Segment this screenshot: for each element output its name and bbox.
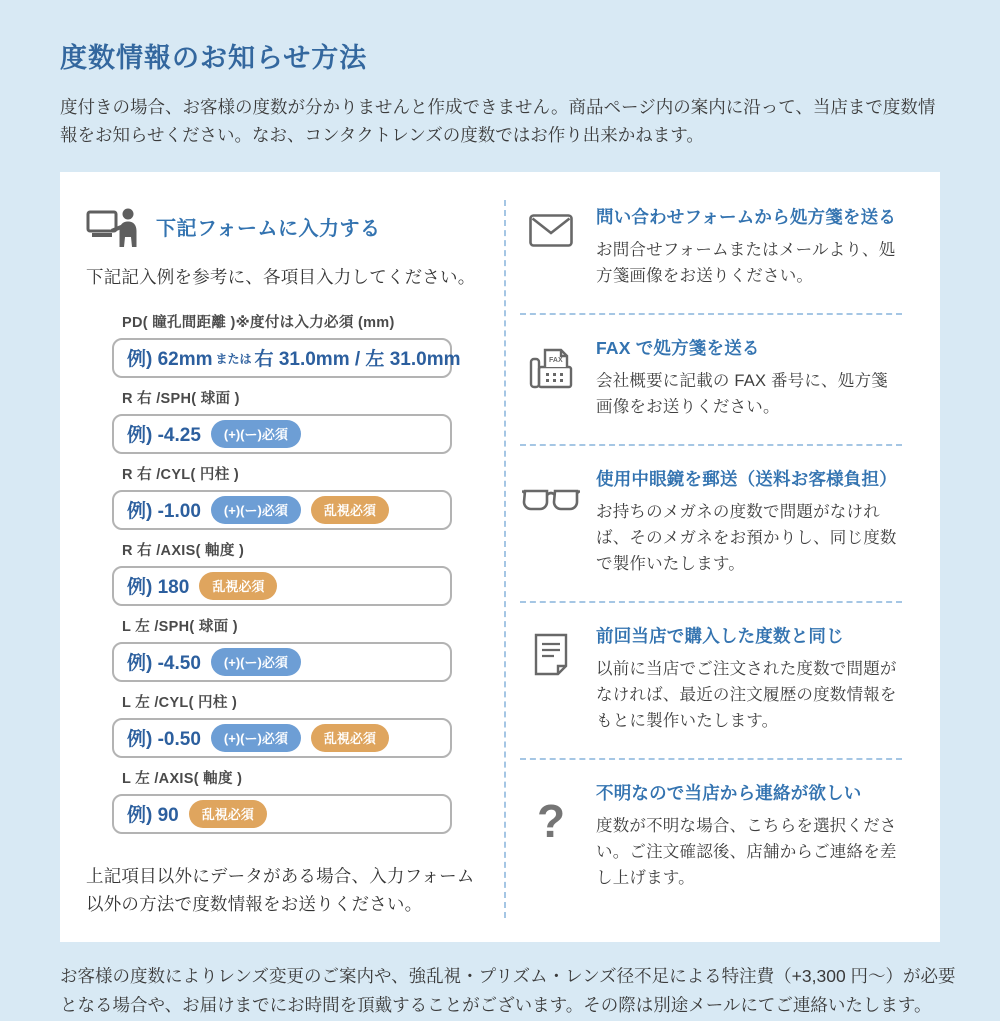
astigmatism-required-badge: 乱視必須	[311, 496, 389, 524]
form-column	[60, 200, 504, 918]
field-box-r-sph	[112, 414, 452, 454]
method-body: 会社概要に記載の FAX 番号に、処方箋画像をお送りください。	[596, 371, 888, 416]
method-title: 問い合わせフォームから処方箋を送る	[596, 206, 897, 227]
method-body: お問合せフォームまたはメールより、処方箋画像をお送りください。	[596, 240, 896, 285]
plus-minus-required-badge: (+)(ー)必須	[211, 420, 301, 448]
method-contact-form	[520, 200, 902, 315]
method-text	[596, 204, 902, 289]
field-list	[112, 311, 476, 834]
form-instruction: 下記記入例を参考に、各項目入力してください。	[86, 266, 476, 287]
field-label-l-sph: L 左 /SPH( 球面 )	[122, 618, 238, 635]
field-example: 例) -1.00	[127, 501, 201, 523]
method-unknown-contact	[520, 760, 902, 915]
form-header	[86, 206, 476, 248]
question-icon	[520, 780, 582, 891]
field-example: 例) -4.50	[127, 653, 201, 675]
glasses-icon	[520, 466, 582, 577]
question-glyph: ?	[536, 795, 566, 848]
page-title: 度数情報のお知らせ方法	[60, 43, 368, 73]
field-box-r-axis	[112, 566, 452, 606]
intro-text: 度付きの場合、お客様の度数が分かりませんと作成できません。商品ページ内の案内に沿って、当店まで度数情報をお知らせください。なお、コンタクトレンズの度数ではお作り出来かねます。	[60, 97, 936, 146]
astigmatism-required-badge: 乱視必須	[311, 724, 389, 752]
field-example: 例) -0.50	[127, 729, 201, 751]
field-box-r-cyl	[112, 490, 452, 530]
field-box-l-cyl	[112, 718, 452, 758]
field-example-2: 右 31.0mm / 左 31.0mm	[254, 349, 461, 371]
method-text	[596, 335, 902, 420]
method-title: 使用中眼鏡を郵送（送料お客様負担）	[596, 468, 897, 489]
method-body: 度数が不明な場合、こちらを選択ください。ご注文確認後、店舗からご連絡を差し上げます。	[596, 817, 897, 888]
field-label-pd: PD( 瞳孔間距離 )※度付は入力必須 (mm)	[122, 314, 395, 331]
document-icon	[520, 623, 582, 734]
astigmatism-required-badge: 乱視必須	[189, 800, 267, 828]
field-example: 例) -4.25	[127, 425, 201, 447]
method-title: FAX で処方箋を送る	[596, 337, 760, 358]
form-heading: 下記フォームに入力する	[156, 218, 381, 241]
astigmatism-required-badge: 乱視必須	[199, 572, 277, 600]
field-example-connector: または	[215, 352, 252, 367]
method-text	[596, 780, 902, 891]
method-title: 不明なので当店から連絡が欲しい	[596, 783, 862, 804]
presentation-icon	[86, 206, 140, 248]
field-box-pd	[112, 338, 461, 378]
mail-icon	[520, 204, 582, 289]
field-example: 例) 180	[127, 577, 190, 599]
info-card	[60, 172, 940, 942]
method-text	[596, 466, 902, 577]
plus-minus-required-badge: (+)(ー)必須	[211, 496, 301, 524]
plus-minus-required-badge: (+)(ー)必須	[211, 648, 301, 676]
method-body: お持ちのメガネの度数で問題がなければ、そのメガネをお預かりし、同じ度数で製作いたします。	[596, 502, 897, 574]
method-body: 以前に当店でご注文された度数で問題がなければ、最近の注文履歴の度数情報をもとに製作いたします。	[596, 660, 897, 731]
svg-text:FAX: FAX	[549, 356, 563, 364]
method-fax	[520, 315, 902, 446]
plus-minus-required-badge: (+)(ー)必須	[211, 724, 301, 752]
field-label-r-cyl: R 右 /CYL( 円柱 )	[122, 466, 239, 483]
field-box-l-sph	[112, 642, 452, 682]
field-example: 例) 62mm	[127, 349, 213, 371]
field-label-r-axis: R 右 /AXIS( 軸度 )	[122, 542, 245, 559]
field-box-l-axis	[112, 794, 452, 834]
field-label-l-cyl: L 左 /CYL( 円柱 )	[122, 694, 238, 711]
method-title: 前回当店で購入した度数と同じ	[596, 626, 844, 647]
method-mail-glasses	[520, 446, 902, 603]
methods-column	[504, 200, 940, 918]
footer-note: お客様の度数によりレンズ変更のご案内や、強乱視・プリズム・レンズ径不足による特注費（+3,300 円～）が必要となる場合や、お届けまでにお時間を頂戴することがございます。その際は別途メールにてご連絡いたします。	[60, 965, 956, 1016]
field-example: 例) 90	[127, 805, 179, 827]
method-text	[596, 623, 902, 734]
form-note: 上記項目以外にデータがある場合、入力フォーム以外の方法で度数情報をお送りください。	[86, 865, 475, 914]
field-label-r-sph: R 右 /SPH( 球面 )	[122, 390, 240, 407]
method-previous-order	[520, 603, 902, 760]
field-label-l-axis: L 左 /AXIS( 軸度 )	[122, 770, 243, 787]
fax-icon	[520, 335, 582, 420]
